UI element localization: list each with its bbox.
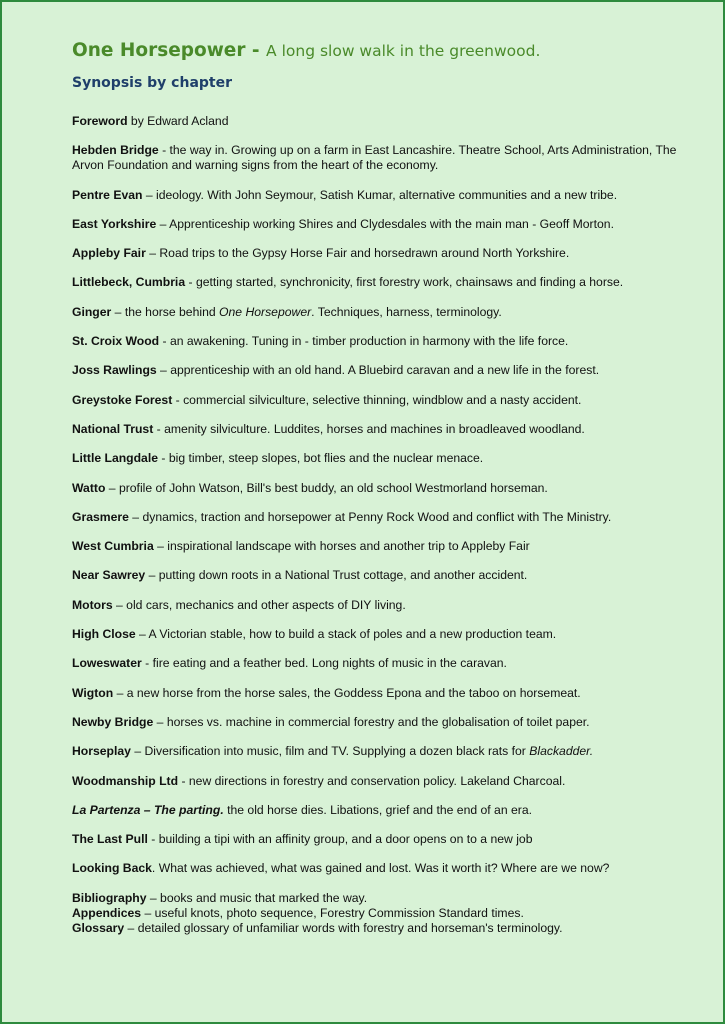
chapter-title: National Trust — [72, 421, 154, 436]
chapter-description: - commercial silviculture, selective thinning, windblow and a nasty accident. — [172, 392, 582, 407]
chapter-description: – detailed glossary of unfamiliar words with forestry and horseman's terminology. — [124, 920, 563, 935]
chapter-title: Appendices — [72, 905, 142, 920]
chapter-title: Little Langdale — [72, 451, 158, 466]
chapter-description: - the way in. Growing up on a farm in East Lancashire. Theatre School, Arts Administration, The Arvon Foundation and warning signs from the heart of the economy. — [72, 143, 677, 173]
list-item — [72, 481, 692, 496]
chapter-description: – profile of John Watson, Bill's best buddy, an old school Westmorland horseman. — [105, 480, 548, 495]
chapter-title: Bibliography — [72, 890, 147, 905]
list-item — [72, 861, 692, 876]
list-item — [72, 906, 692, 921]
chapter-title: The Last Pull — [72, 832, 148, 847]
list-item — [72, 568, 692, 583]
chapter-description: – a new horse from the horse sales, the Goddess Epona and the taboo on horsemeat. — [113, 685, 581, 700]
chapter-title: Foreword — [72, 114, 128, 128]
chapter-italic-text: One Horsepower — [219, 304, 312, 319]
list-item — [72, 393, 692, 408]
chapter-title: Appleby Fair — [72, 246, 146, 261]
synopsis-heading: Synopsis by chapter — [72, 75, 233, 91]
chapter-title: Grasmere — [72, 509, 129, 524]
chapter-title: High Close — [72, 627, 136, 642]
list-item — [72, 143, 692, 173]
chapter-list — [72, 114, 692, 936]
chapter-title: Horseplay — [72, 744, 131, 759]
chapter-description: – ideology. With John Seymour, Satish Kumar, alternative communities and a new tribe. — [142, 187, 618, 202]
chapter-description: – putting down roots in a National Trust cottage, and another accident. — [145, 568, 528, 583]
chapter-title: Glossary — [72, 920, 125, 935]
title-main: One Horsepower - — [72, 40, 267, 61]
chapter-description: - building a tipi with an affinity group, and a door opens on to a new job — [147, 832, 533, 847]
chapter-title: Hebden Bridge — [72, 143, 159, 158]
chapter-description: - an awakening. Tuning in - timber production in harmony with the life force. — [159, 334, 569, 349]
chapter-title: Motors — [72, 597, 113, 612]
chapter-italic-text: – The parting. — [140, 802, 224, 817]
list-item — [72, 188, 692, 203]
chapter-title: Wigton — [72, 685, 114, 700]
list-item — [72, 114, 692, 129]
chapter-description-tail: the old horse dies. Libations, grief and the end of an era. — [223, 802, 533, 817]
chapter-title: Looking Back — [72, 861, 152, 876]
chapter-title: Loweswater — [72, 656, 142, 671]
chapter-description: – old cars, mechanics and other aspects of DIY living. — [112, 597, 406, 612]
chapter-description: – books and music that marked the way. — [146, 890, 368, 905]
chapter-title: La Partenza — [72, 802, 141, 817]
chapter-title: Watto — [72, 480, 106, 495]
list-item — [72, 832, 692, 847]
list-item — [72, 891, 692, 906]
chapter-description: - fire eating and a feather bed. Long nights of music in the caravan. — [141, 656, 507, 671]
list-item — [72, 246, 692, 261]
chapter-description: by Edward Acland — [127, 114, 229, 128]
chapter-description: - new directions in forestry and conservation policy. Lakeland Charcoal. — [178, 773, 566, 788]
list-item — [72, 539, 692, 554]
chapter-description: - amenity silviculture. Luddites, horses and machines in broadleaved woodland. — [153, 421, 585, 436]
list-item — [72, 627, 692, 642]
chapter-description: . What was achieved, what was gained and lost. Was it worth it? Where are we now? — [151, 861, 610, 876]
list-item — [72, 803, 692, 818]
chapter-title: East Yorkshire — [72, 216, 157, 231]
chapter-description: – inspirational landscape with horses and another trip to Appleby Fair — [153, 539, 530, 554]
chapter-description: - getting started, synchronicity, first forestry work, chainsaws and finding a horse. — [185, 275, 624, 290]
chapter-title: Joss Rawlings — [72, 363, 157, 378]
list-item — [72, 774, 692, 789]
list-item — [72, 921, 692, 936]
list-item — [72, 217, 692, 232]
chapter-description: – useful knots, photo sequence, Forestry Commission Standard times. — [141, 905, 524, 920]
chapter-description: – dynamics, traction and horsepower at Penny Rock Wood and conflict with The Ministry. — [128, 509, 612, 524]
chapter-title: Littlebeck, Cumbria — [72, 275, 186, 290]
list-item — [72, 363, 692, 378]
chapter-title: Ginger — [72, 304, 112, 319]
page-title — [72, 40, 540, 61]
chapter-title: Greystoke Forest — [72, 392, 173, 407]
chapter-description: – Diversification into music, film and TV. Supplying a dozen black rats for — [130, 744, 530, 759]
chapter-description: – horses vs. machine in commercial forestry and the globalisation of toilet paper. — [153, 714, 590, 729]
list-item — [72, 715, 692, 730]
list-item — [72, 510, 692, 525]
list-item — [72, 334, 692, 349]
chapter-title: St. Croix Wood — [72, 334, 160, 349]
chapter-title: Woodmanship Ltd — [72, 773, 179, 788]
chapter-italic-text: Blackadder. — [529, 744, 594, 759]
chapter-title: Near Sawrey — [72, 568, 146, 583]
list-item — [72, 305, 692, 320]
title-tagline: A long slow walk in the greenwood. — [266, 42, 541, 60]
list-item — [72, 744, 692, 759]
list-item — [72, 275, 692, 290]
chapter-title: Newby Bridge — [72, 714, 154, 729]
chapter-title: Pentre Evan — [72, 187, 143, 202]
chapter-description: – Apprenticeship working Shires and Clydesdales with the main man - Geoff Morton. — [156, 216, 614, 231]
chapter-description: – A Victorian stable, how to build a stack of poles and a new production team. — [135, 627, 557, 642]
chapter-description: – the horse behind — [111, 304, 220, 319]
list-item — [72, 686, 692, 701]
list-item — [72, 598, 692, 613]
list-item — [72, 656, 692, 671]
chapter-description-tail: . Techniques, harness, terminology. — [311, 304, 502, 319]
chapter-description: – apprenticeship with an old hand. A Bluebird caravan and a new life in the forest. — [156, 363, 600, 378]
chapter-description: – Road trips to the Gypsy Horse Fair and horsedrawn around North Yorkshire. — [145, 246, 570, 261]
chapter-title: West Cumbria — [72, 539, 154, 554]
list-item — [72, 451, 692, 466]
list-item — [72, 422, 692, 437]
chapter-description: - big timber, steep slopes, bot flies and the nuclear menace. — [158, 451, 484, 466]
